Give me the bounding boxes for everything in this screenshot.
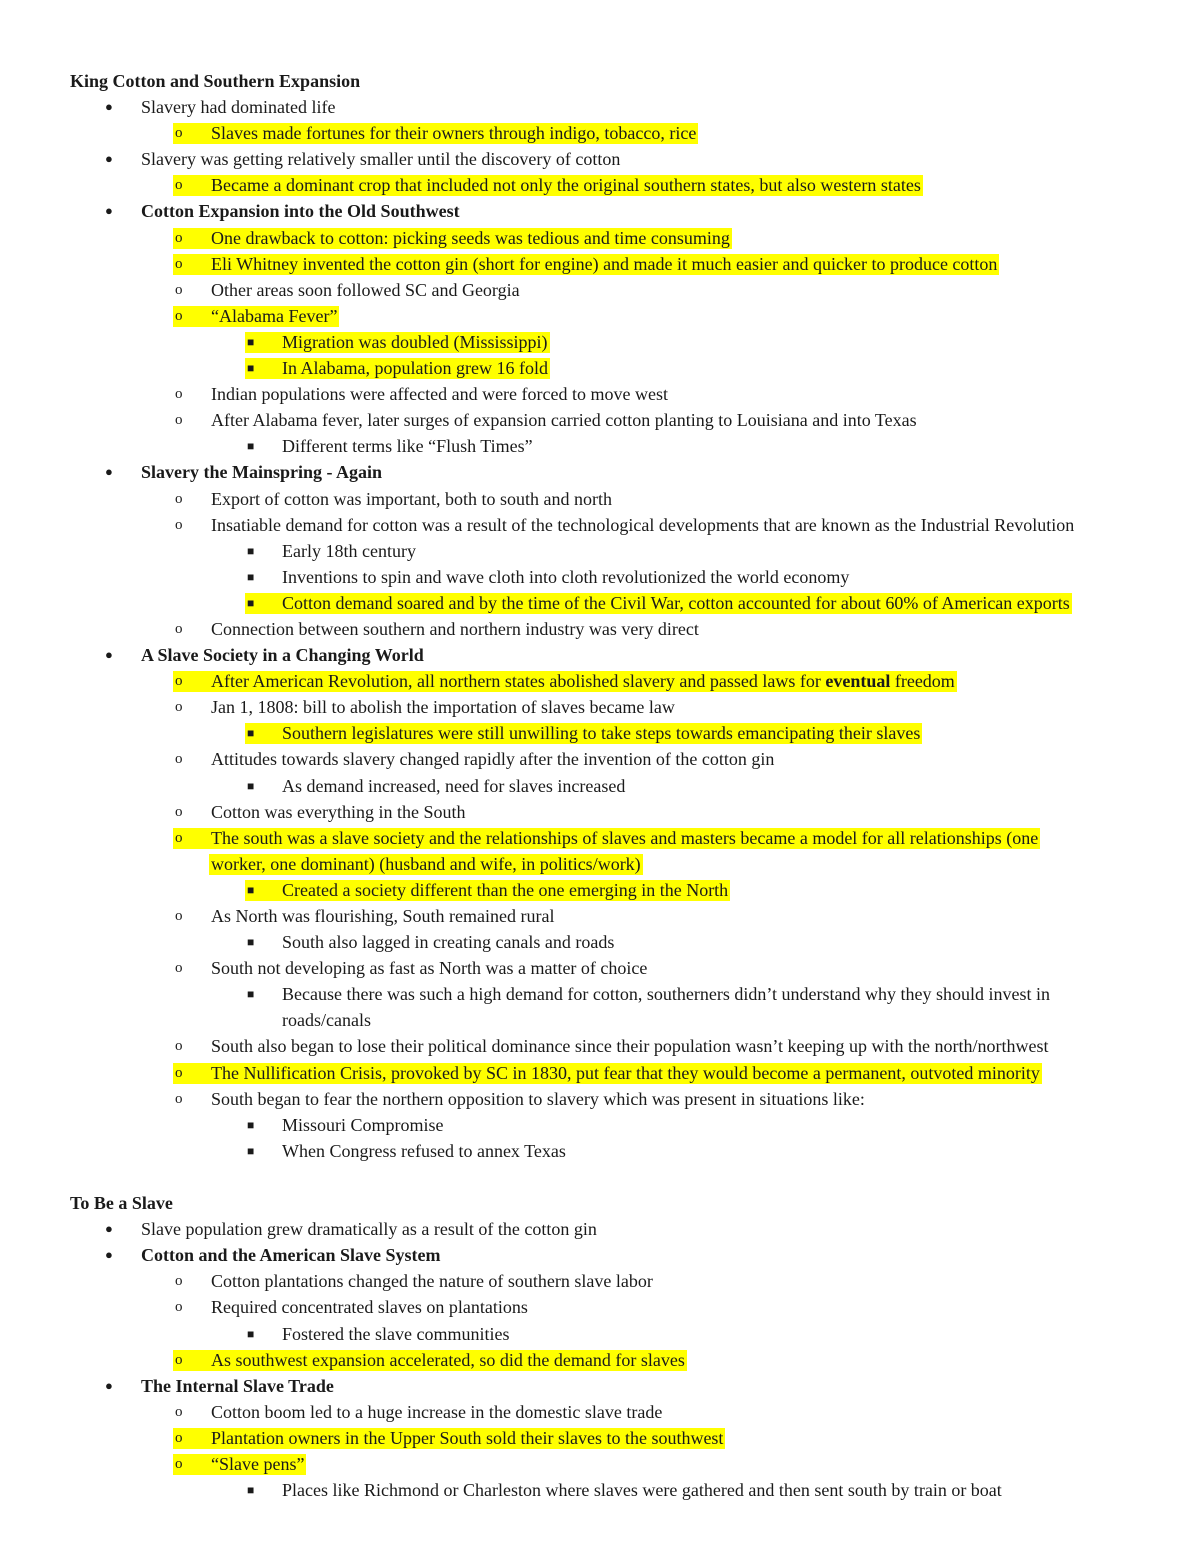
circle-bullet-icon: o: [175, 1090, 183, 1107]
circle-bullet-icon: o: [175, 620, 183, 637]
circle-bullet-icon: o: [175, 177, 183, 194]
list-item-text: The Nullification Crisis, provoked by SC in 1830, put fear that they would become a permanent, outvoted minority: [211, 1062, 1040, 1083]
list-item: [0, 825, 1200, 851]
circle-bullet-icon: o: [175, 229, 183, 246]
list-item-text: Export of cotton was important, both to south and north: [211, 488, 612, 509]
circle-bullet-icon: o: [175, 516, 183, 533]
list-item: [0, 799, 1200, 825]
disc-bullet-icon: ●: [105, 99, 113, 115]
list-item: [0, 172, 1200, 198]
list-item-text: Created a society different than the one emerging in the North: [282, 879, 729, 900]
list-item: [0, 1399, 1200, 1425]
list-item: [0, 642, 1200, 668]
list-item-text: Different terms like “Flush Times”: [282, 436, 533, 457]
list-item: [0, 720, 1200, 746]
list-item: [0, 1451, 1200, 1477]
list-item: [0, 1112, 1200, 1138]
list-item-text: Slavery the Mainspring - Again: [141, 462, 383, 483]
disc-bullet-icon: ●: [105, 1377, 113, 1393]
list-item-text: Cotton boom led to a huge increase in the domestic slave trade: [211, 1401, 663, 1422]
list-item-text: The south was a slave society and the relationships of slaves and masters became a model for all relationships (one: [211, 827, 1039, 848]
list-item-text: A Slave Society in a Changing World: [141, 645, 424, 666]
list-item: [0, 355, 1200, 381]
list-item-text: Early 18th century: [282, 540, 416, 561]
blank-line: [0, 1164, 1200, 1190]
list-item: [0, 512, 1200, 538]
list-item: [0, 590, 1200, 616]
circle-bullet-icon: o: [175, 412, 183, 429]
list-item-text: Slavery was getting relatively smaller until the discovery of cotton: [141, 149, 621, 170]
list-item-text: Jan 1, 1808: bill to abolish the importation of slaves became law: [211, 697, 675, 718]
list-item-text: Cotton and the American Slave System: [141, 1245, 441, 1266]
list-item: [0, 407, 1200, 433]
list-item: [0, 277, 1200, 303]
square-bullet-icon: ■: [247, 543, 255, 558]
list-item: [0, 668, 1200, 694]
section-heading: [70, 1190, 1200, 1216]
square-bullet-icon: ■: [247, 778, 255, 793]
list-item: [0, 1321, 1200, 1347]
list-item-text: Cotton Expansion into the Old Southwest: [141, 201, 460, 222]
list-item: [0, 1007, 1200, 1033]
list-item-text: South also began to lose their political dominance since their population wasn’t keeping up with the north/northwest: [211, 1036, 1049, 1057]
circle-bullet-icon: o: [175, 307, 183, 324]
list-item: [0, 251, 1200, 277]
list-item: [0, 877, 1200, 903]
list-item: [0, 1216, 1200, 1242]
list-item-text: Cotton demand soared and by the time of the Civil War, cotton accounted for about 60% of American exports: [282, 592, 1070, 613]
circle-bullet-icon: o: [175, 1455, 183, 1472]
list-item: [0, 486, 1200, 512]
list-item: [0, 146, 1200, 172]
circle-bullet-icon: o: [175, 960, 183, 977]
circle-bullet-icon: o: [175, 908, 183, 924]
list-item-text: Connection between southern and northern industry was very direct: [211, 618, 699, 639]
list-item-text: Places like Richmond or Charleston where slaves were gathered and then sent south by train or boat: [282, 1480, 1002, 1501]
heading-text: King Cotton and Southern Expansion: [70, 71, 361, 91]
square-bullet-icon: ■: [247, 334, 255, 349]
list-item-text: Slaves made fortunes for their owners through indigo, tobacco, rice: [211, 123, 697, 144]
list-item-text: worker, one dominant) (husband and wife, in politics/work): [211, 853, 641, 874]
list-item: [0, 564, 1200, 590]
list-item: [0, 1033, 1200, 1059]
list-item: [0, 381, 1200, 407]
list-item-text: One drawback to cotton: picking seeds was tedious and time consuming: [211, 227, 730, 248]
circle-bullet-icon: o: [175, 125, 183, 142]
circle-bullet-icon: o: [175, 1038, 183, 1055]
list-item-text: Migration was doubled (Mississippi): [282, 331, 548, 352]
list-item-text: When Congress refused to annex Texas: [282, 1140, 566, 1161]
circle-bullet-icon: o: [175, 829, 183, 846]
list-item: [0, 329, 1200, 355]
list-item: [0, 225, 1200, 251]
list-item-text: As southwest expansion accelerated, so did the demand for slaves: [211, 1349, 685, 1370]
list-item-text: Eli Whitney invented the cotton gin (short for engine) and made it much easier and quicker to produce cotton: [211, 253, 998, 274]
list-item: [0, 929, 1200, 955]
list-item: [0, 1425, 1200, 1451]
list-item-text: Plantation owners in the Upper South sold their slaves to the southwest: [211, 1427, 724, 1448]
circle-bullet-icon: o: [175, 1273, 183, 1290]
circle-bullet-icon: o: [175, 1351, 183, 1368]
list-item: [0, 94, 1200, 120]
heading-text: To Be a Slave: [70, 1193, 173, 1214]
list-item-text: Insatiable demand for cotton was a result of the technological developments that are known as the Industrial Revolution: [211, 514, 1075, 535]
list-item-text: “Slave pens”: [211, 1453, 305, 1474]
disc-bullet-icon: ●: [105, 1247, 113, 1263]
list-item: [0, 1294, 1200, 1320]
list-item: [0, 1373, 1200, 1399]
circle-bullet-icon: o: [175, 281, 183, 298]
list-item-text: Slavery had dominated life: [141, 97, 336, 118]
list-item: [0, 1242, 1200, 1268]
list-item: [0, 1086, 1200, 1112]
list-item: [0, 433, 1200, 459]
list-item: [0, 903, 1200, 929]
square-bullet-icon: ■: [247, 1483, 255, 1498]
list-item: [0, 1138, 1200, 1164]
list-item: [0, 198, 1200, 224]
circle-bullet-icon: o: [175, 699, 183, 716]
list-item: [0, 1060, 1200, 1086]
list-item: [0, 538, 1200, 564]
section-heading: [70, 68, 1200, 94]
square-bullet-icon: ■: [247, 595, 255, 610]
list-item-text: Attitudes towards slavery changed rapidly after the invention of the cotton gin: [211, 749, 775, 770]
square-bullet-icon: ■: [247, 935, 255, 950]
list-item-text: Slave population grew dramatically as a result of the cotton gin: [141, 1219, 597, 1240]
list-item: [0, 1268, 1200, 1294]
circle-bullet-icon: o: [175, 1299, 183, 1316]
list-item-text: After American Revolution, all northern states abolished slavery and passed laws for eventual freedom: [211, 671, 955, 692]
circle-bullet-icon: o: [175, 1429, 183, 1446]
list-item: [0, 459, 1200, 485]
list-item-text: As demand increased, need for slaves increased: [282, 775, 626, 796]
list-item-text: South also lagged in creating canals and roads: [282, 932, 615, 953]
list-item: [0, 303, 1200, 329]
disc-bullet-icon: ●: [105, 203, 113, 219]
bold-emphasis: eventual: [825, 671, 891, 692]
list-item-text: Other areas soon followed SC and Georgia: [211, 279, 520, 300]
document-page: [0, 68, 1200, 1503]
list-item-text: Cotton was everything in the South: [211, 801, 466, 822]
list-item-text: Because there was such a high demand for cotton, southerners didn’t understand why they should invest in: [282, 984, 1050, 1005]
circle-bullet-icon: o: [175, 803, 183, 820]
list-item-text: Indian populations were affected and were forced to move west: [211, 384, 668, 405]
list-item: [0, 1347, 1200, 1373]
list-item-text: After Alabama fever, later surges of expansion carried cotton planting to Louisiana and into Texas: [211, 410, 917, 431]
circle-bullet-icon: o: [175, 1403, 183, 1420]
circle-bullet-icon: o: [175, 751, 183, 768]
list-item-text: Fostered the slave communities: [282, 1323, 510, 1344]
list-item-text: South not developing as fast as North was a matter of choice: [211, 958, 648, 979]
list-item-text: Southern legislatures were still unwilling to take steps towards emancipating their slaves: [282, 723, 921, 744]
list-item-text: The Internal Slave Trade: [141, 1375, 334, 1396]
circle-bullet-icon: o: [175, 255, 183, 272]
list-item: [0, 955, 1200, 981]
square-bullet-icon: ■: [247, 1326, 255, 1341]
list-item: [0, 851, 1200, 877]
circle-bullet-icon: o: [175, 386, 183, 403]
square-bullet-icon: ■: [247, 726, 255, 741]
disc-bullet-icon: ●: [105, 647, 113, 663]
list-item-text: As North was flourishing, South remained rural: [211, 906, 555, 926]
list-item-text: roads/canals: [282, 1010, 371, 1031]
square-bullet-icon: ■: [247, 987, 255, 1002]
square-bullet-icon: ■: [247, 882, 255, 897]
list-item-text: Required concentrated slaves on plantations: [211, 1297, 528, 1318]
square-bullet-icon: ■: [247, 361, 255, 376]
list-item: [0, 120, 1200, 146]
list-item: [0, 616, 1200, 642]
list-item: [0, 1477, 1200, 1503]
list-item: [0, 694, 1200, 720]
list-item: [0, 773, 1200, 799]
circle-bullet-icon: o: [175, 1064, 183, 1081]
circle-bullet-icon: o: [175, 490, 183, 507]
disc-bullet-icon: ●: [105, 1221, 113, 1237]
disc-bullet-icon: ●: [105, 464, 113, 480]
square-bullet-icon: ■: [247, 1143, 255, 1158]
list-item-text: Missouri Compromise: [282, 1114, 444, 1135]
list-item-text: Cotton plantations changed the nature of southern slave labor: [211, 1271, 653, 1292]
list-item-text: Became a dominant crop that included not only the original southern states, but also western states: [211, 175, 921, 196]
list-item-text: “Alabama Fever”: [211, 305, 338, 326]
disc-bullet-icon: ●: [105, 151, 113, 167]
list-item: [0, 981, 1200, 1007]
circle-bullet-icon: o: [175, 673, 183, 690]
list-item-text: South began to fear the northern opposition to slavery which was present in situations like:: [211, 1088, 865, 1109]
list-item-text: Inventions to spin and wave cloth into cloth revolutionized the world economy: [282, 566, 850, 587]
square-bullet-icon: ■: [247, 569, 255, 584]
list-item: [0, 746, 1200, 772]
square-bullet-icon: ■: [247, 1117, 255, 1132]
list-item-text: In Alabama, population grew 16 fold: [282, 358, 548, 379]
square-bullet-icon: ■: [247, 439, 255, 454]
